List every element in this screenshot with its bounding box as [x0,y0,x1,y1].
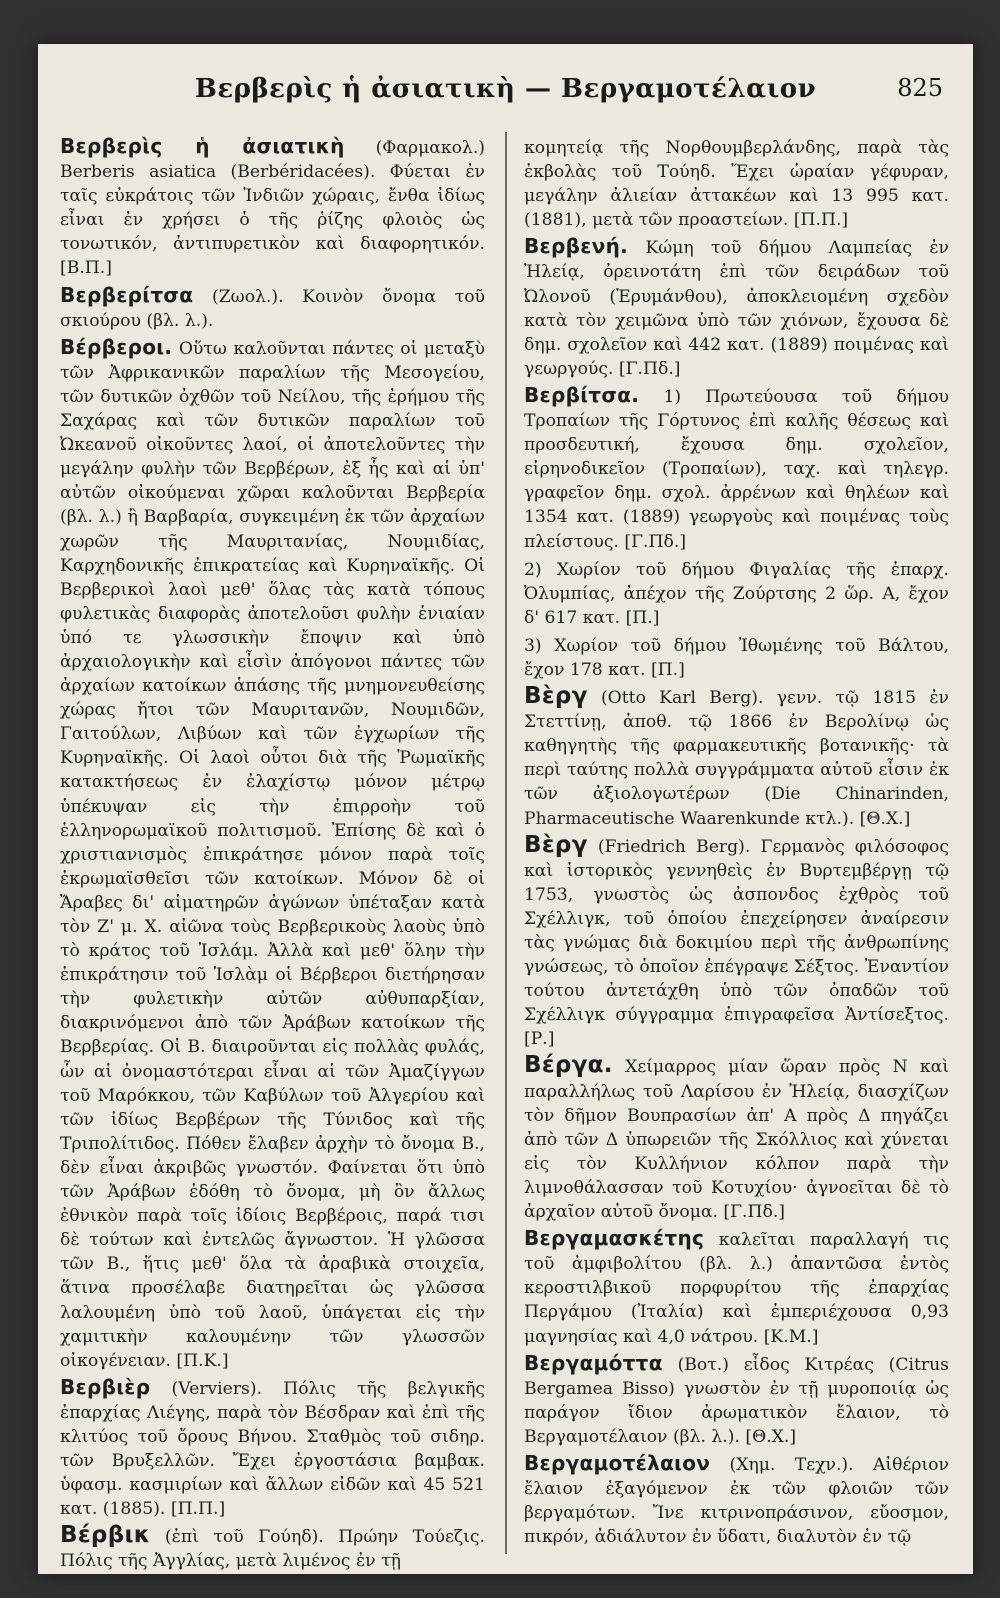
headword: Βέρβικ [60,1522,151,1549]
entry [524,632,949,682]
headword: Βερβίτσα. [524,382,640,407]
entry-text: καλεῖται παραλλαγή τις τοῦ ἀμφιβολίτου (βλ. λ.) ἀπαντῶσα ἐντὸς κεροστιλβικοῦ πορφυρίτου τῆς ἐπαρχίας Περγάμου (Ἰταλία) καὶ ἐμπεριέχουσα 0,93 μαγνησίας καὶ 4,0 νάτρου. [Κ.Μ.] [524,1230,949,1347]
column-divider [505,132,507,1554]
entry [524,556,949,630]
entry-text: (Φαρμακολ.) Berberis asiatica (Berbéridacées). Φύεται ἐν ταῖς εὐκράτοις τῶν Ἰνδιῶν χώραις, ἔνθα ἰδίως εἶναι ἐν χρήσει ὁ τῆς ῥίζης φλοιὸς ὡς τονωτικόν, ἀντιπυρετικὸν καὶ διαφορητικόν. [Β.Π.] [60,138,485,279]
headword: Βερβερίτσα [60,282,194,307]
entry-text: (Χημ. Τεχν.). Αἰθέριον ἔλαιον ἐξαγόμενον ἐκ τῶν φλοιῶν τῶν βεργαμότων. Ἴνε κιτρινοπράσινον, εὔοσμον, πικρόν, ἀδιάλυτον ἐν ὕδατι, διαλυτὸν ἐν τῷ [524,1454,949,1548]
left-column [60,134,485,1576]
entry-text: Χείμαρρος μίαν ὥραν πρὸς Ν καὶ παραλλήλως τοῦ Λαρίσου ἐν Ἠλείᾳ, διασχίζων τὸν δῆμον Βουπρασίων ἀπ' Α πρὸς Δ πηγάζει ἀπὸ τῶν Δ ὑπωρειῶν τῆς Σκόλλιος καὶ χύνεται εἰς τὸν Κυλλήνιον κόλπον παρὰ τὴν λιμνοθάλασσαν τοῦ Κοτυχίου· ἀγνοεῖται δὲ τὸ ἀρχαῖον αὐτοῦ ὄνομα. [Γ.Πδ.] [524,1057,950,1223]
page-number: 825 [897,74,943,102]
entry-text: (Friedrich Berg). Γερμανὸς φιλόσοφος καὶ ἱστορικὸς γεννηθεὶς ἐν Βυρτεμβέργῃ τῷ 1753, γνωστὸς ὡς ἀσπονδος ἐχθρὸς τοῦ Σχέλλιγκ, τοῦ ὁποίου ἐπεχείρησεν ἀναίρεσιν τὰς γνώμας διὰ δοκιμίου περὶ τῆς ἀνθρωπίνης γνώσεως, τὸ ὁποῖον ἐπέγραψε Σέξτος. Ἐναντίον τούτου ἀντετάχθη ὑπὸ τῶν ὀπαδῶν τοῦ Σχέλλιγκ σύγγραμμα ἐπιγραφεῖσα Ἀντίσεξτος. [Ρ.] [524,836,949,1050]
entry-text: (ἐπὶ τοῦ Γούηδ). Πρώην Τούεζις. Πόλις τῆς Ἀγγλίας, μετὰ λιμένος ἐν τῇ [60,1527,485,1572]
headword: Βὲργ [524,831,588,858]
dictionary-page [38,44,973,1574]
entry [524,234,949,381]
entry-text: κομητείᾳ τῆς Νορθουμβερλάνδης, παρὰ τὰς ἐκβολὰς τοῦ Τούηδ. Ἔχει ὡραίαν γέφυραν, μεγάλην ἀλιείαν ἀττακέων καὶ 13 995 κατ. (1881), μετὰ τῶν προαστείων. [Π.Π.] [524,138,949,231]
entry [524,684,949,831]
right-column [524,134,949,1551]
headword: Βέρβεροι. [60,334,173,359]
entry [524,1226,949,1348]
entry [524,134,949,232]
entry [60,1375,485,1522]
entry-text: 2) Χωρίον τοῦ δήμου Φιγαλίας τῆς ἐπαρχ. Ὀλυμπίας, ἀπέχον τῆς Ζούρτσης 2 ὥρ. Α, ἔχον δ' 617 κατ. [Π.] [524,559,949,628]
entry [524,1351,949,1449]
entry-text: (Βοτ.) εἶδος Κιτρέας (Citrus Bergamea Bisso) γνωστὸν ἐν τῇ μυροποιίᾳ ὡς παράγον ἴδιον ἀρωματικὸν ἔλαιον, τὸ Βεργαμοτέλαιον (βλ. λ.). [Θ.Χ.] [524,1354,949,1447]
entry-text: (Otto Karl Berg). γενν. τῷ 1815 ἐν Στεττίνῃ, ἀποθ. τῷ 1866 ἐν Βερολίνῳ ὡς καθηγητὴς τῆς φαρμακευτικῆς βοτανικῆς· τὰ περὶ ταύτης πολλὰ συγγράμματα αὐτοῦ εἶσιν ἐκ τῶν ἀξιολογωτέρων (Die Chinarinden, Pharmaceutische Waarenkunde κτλ.). [Θ.Χ.] [524,688,950,829]
entry [524,1451,949,1549]
headword: Βερβενή. [524,234,629,259]
entry [60,283,485,333]
entry-text: Οὕτω καλοῦνται πάντες οἱ μεταξὺ τῶν Ἀφρικανικῶν παραλίων τῆς Μεσογείου, τῶν δυτικῶν ὀχθῶν τοῦ Νείλου, τῆς ἐρήμου τῆς Σαχάρας καὶ τῶν δυτικῶν παραλίων τοῦ Ὠκεανοῦ οἰκοῦντες λαοί, οἱ ἀποτελοῦντες τὴν μεγάλην φυλὴν τῶν Βερβέρων, ἐξ ἧς καὶ αἱ ὑπ' αὐτῶν οἰκούμεναι χῶραι καλοῦνται Βερβερία (βλ. λ.) ἢ Βαρβαρία, συγκειμένη ἐκ τῶν ἀρχαίων χωρῶν τῆς Μαυριτανίας, Νουμιδίας, Καρχηδονικῆς ἐπικρατείας καὶ Κυρηναϊκῆς. Οἱ Βερβερικοὶ λαοὶ μεθ' ὅλας τὰς κατὰ τόπους φυλετικὰς διαφορὰς ἀποτελοῦσι φυλὴν ἑνιαίαν ὑπό τε γλωσσικὴν ἔποψιν καὶ ὑπὸ ἀρχαιολογικὴν καὶ εἶσὶν ἀπόγονοι πάντες τῶν ἀρχαίων κατοίκων ἁπάσης τῆς μνημονευθείσης χώρας ἤτοι τῶν Μαυριτανῶν, Νουμιδῶν, Γαιτούλων, Λιβύων καὶ τῶν ἐγχωρίων τῆς Κυρηναϊκῆς. Οἱ λαοὶ οὗτοι διὰ τῆς Ῥωμαϊκῆς κατακτήσεως ἐν ἐλαχίστῳ μόνον μέτρῳ ὑπέκυψαν εἰς τὴν ἐπιρροὴν τοῦ ἑλληνορωμαϊκοῦ πολιτισμοῦ. Ἐπίσης δὲ καὶ ὁ χριστιανισμὸς ἐπικράτησε μόνον παρὰ τοῖς ἐκρωμαϊσθεῖσι τῶν κατοίκων. Μόνον δὲ οἱ Ἄραβες δι' αἱματηρῶν ἀγώνων ὑπέταξαν κατὰ τὸν Ζ' μ. Χ. αἰῶνα τοὺς Βερβερικοὺς λαοὺς ὑπὸ τὸ κράτος τοῦ Ἰσλάμ. Ἀλλὰ καὶ μεθ' ὅλην τὴν ἐπικράτησιν τοῦ Ἰσλὰμ οἱ Βέρβεροι διετήρησαν τὴν φυλετικὴν αὐτῶν αὐθυπαρξίαν, διακρινόμενοι ἀπὸ τῶν Ἀράβων κατοίκων τῆς Βερβερίας. Οἱ Β. διαιροῦνται εἰς πολλὰς φυλάς, ὧν αἱ ὀνομαστότεραι εἶναι αἱ τῶν Ἀμαζίγγων τοῦ Μαρόκκου, τῶν Καβύλων τοῦ Ἀλγερίου καὶ τῶν ἰδίως Βερβέρων τῆς Τύνιδος καὶ τῆς Τριπολίτιδος. Πόθεν ἔλαβεν ἀρχὴν τὸ ὄνομα Β., δὲν εἶναι ἀκριβῶς γνωστόν. Φαίνεται ὅτι ὑπὸ τῶν Ἀράβων ἐδόθη τὸ ὄνομα, μὴ ὂν ἄλλως ἐθνικὸν παρὰ τοῖς ἰδίοις Βερβέροις, παρά τισι δὲ τούτων καὶ ἐντελῶς ἄγνωστον. Ἡ γλῶσσα τῶν Β., ἥτις μεθ' ὅλα τὰ ἀραβικὰ στοιχεῖα, ἅτινα προσέλαβε διατηρεῖται ὡς γλῶσσα λαλουμένη ὑπὸ τοῦ λαοῦ, ὑπάγεται εἰς τὴν χαμιτικὴν καλουμένην τῶν γλωσσῶν οἰκογένειαν. [Π.Κ.] [60,338,485,1371]
entry [60,1523,485,1573]
entry [60,335,485,1373]
entry [524,383,949,554]
headword: Βεργαμόττα [524,1350,663,1375]
entry-text: (Ζωολ.). Κοινὸν ὄνομα τοῦ σκιούρου (βλ. λ.). [60,286,485,331]
entry [524,833,949,1052]
headword: Βερβερὶς ἡ ἀσιατικὴ [60,134,345,158]
entry [60,134,485,281]
running-header [68,74,943,114]
entry-text: (Verviers). Πόλις τῆς βελγικῆς ἐπαρχίας Λιέγης, παρὰ τὸν Βέσδραν καὶ ἐπὶ τῆς κλιτύος τοῦ ὄρους Βήνου. Σταθμὸς τοῦ σιδηρ. τῶν Βρυξελλῶν. Ἔχει ἐργοστάσια βαμβακ. ὑφασμ. κασμιρίων καὶ ἄλλων εἰδῶν καὶ 45 521 κατ. (1885). [Π.Π.] [60,1378,485,1520]
headword: Βὲργ [524,683,588,710]
entry-text: 1) Πρωτεύουσα τοῦ δήμου Τροπαίων τῆς Γόρτυνος ἐπὶ καλῆς θέσεως καὶ προσδευτική, ἔχουσα δημ. σχολεῖον, εἰρηνοδικεῖον (Τροπαίων), ταχ. καὶ τηλεγρ. γραφεῖον δημ. σχολ. ἀρρένων καὶ θηλέων καὶ 1354 κατ. (1889) γεωργοὺς καὶ ποιμένας τοὺς πλείστους. [Γ.Πδ.] [524,386,949,552]
entry [524,1053,949,1224]
entry-text: 3) Χωρίον τοῦ δήμου Ἰθωμένης τοῦ Βάλτου, ἔχον 178 κατ. [Π.] [524,635,949,680]
headword: Βεργαμοτέλαιον [524,1450,711,1475]
headword: Βέργα. [524,1052,613,1079]
running-title: Βερβερὶς ἡ ἀσιατικὴ — Βεργαμοτέλαιον [194,74,817,104]
headword: Βεργαμασκέτης [524,1226,705,1251]
entry-text: Κώμη τοῦ δήμου Λαμπείας ἐν Ἠλείᾳ, ὀρεινοτάτη ἐπὶ τῶν δειράδων τοῦ Ὠλονοῦ (Ἐρυμάνθου), ἀποκλειομένη σχεδὸν κατὰ τὸν χειμῶνα ὑπὸ τῶν χιόνων, ἔχουσα δὲ δημ. σχολεῖον καὶ 442 κατ. (1889) ποιμένας καὶ γεωργούς. [Γ.Πδ.] [524,238,949,379]
headword: Βερβιὲρ [60,1374,151,1399]
